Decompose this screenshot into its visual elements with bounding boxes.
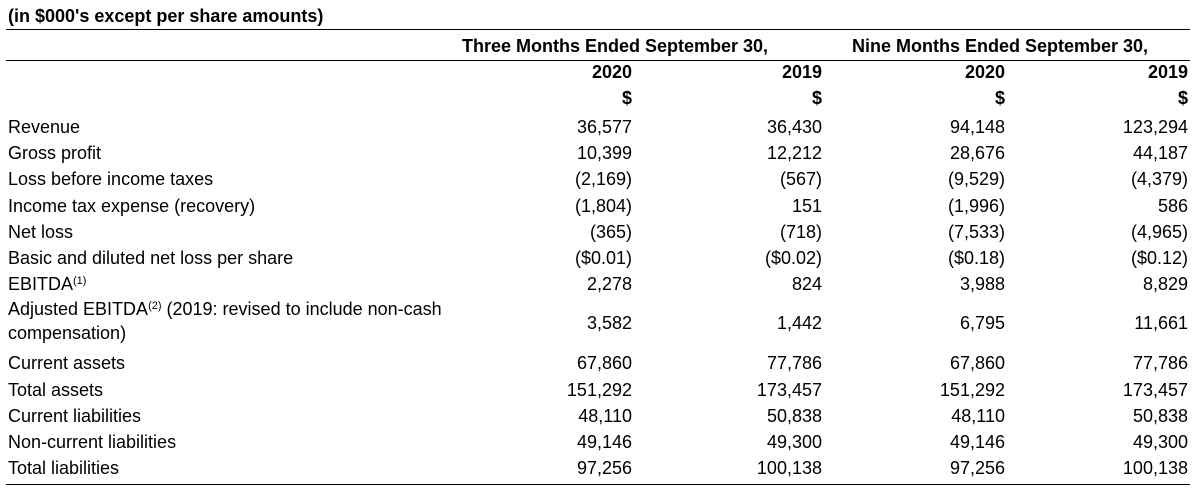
year-header-q3-2020: 2020: [591, 62, 632, 82]
cell-value: 49,146: [576, 431, 632, 452]
cell-value: (7,533): [947, 221, 1005, 242]
row-label: Loss before income taxes: [8, 169, 214, 190]
cell-value: (4,379): [1130, 169, 1188, 190]
cell-value: 151: [791, 195, 822, 216]
row-label: Income tax expense (recovery): [8, 195, 256, 216]
cell-value: (4,965): [1130, 221, 1188, 242]
table-row: [0, 455, 1200, 481]
row-label: Net loss: [8, 221, 74, 242]
table-row: [0, 245, 1200, 271]
cell-value: 173,457: [756, 379, 822, 400]
cell-value: 36,577: [576, 117, 632, 137]
table-row: [0, 429, 1200, 455]
currency-header-q3-2019: $: [811, 88, 822, 108]
cell-value: 67,860: [949, 353, 1005, 374]
period-header-three-months: Three Months Ended September 30,: [462, 36, 769, 56]
table-row: [0, 403, 1200, 429]
row-label: Total assets: [8, 379, 104, 400]
cell-value: (9,529): [947, 169, 1005, 190]
table-row: [0, 193, 1200, 219]
cell-value: ($0.18): [947, 247, 1005, 268]
cell-value: 48,110: [578, 405, 632, 426]
cell-value: 3,988: [959, 274, 1005, 295]
cell-value: 6,795: [959, 313, 1005, 334]
row-label: Total liabilities: [8, 458, 120, 479]
cell-value: 11,661: [1134, 313, 1188, 334]
cell-value: 151,292: [566, 379, 632, 400]
row-label: Gross profit: [8, 143, 102, 164]
cell-value: (1,804): [574, 195, 632, 216]
cell-value: 123,294: [1122, 117, 1188, 137]
currency-header-9m-2019: $: [1177, 88, 1188, 108]
table-row: [0, 166, 1200, 192]
row-label: Current liabilities: [8, 405, 142, 426]
cell-value: 49,300: [1132, 431, 1188, 452]
cell-value: 100,138: [1122, 458, 1188, 479]
cell-value: 1,442: [776, 313, 822, 334]
cell-value: ($0.12): [1130, 247, 1188, 268]
footnote-marker: (1): [73, 275, 87, 288]
table-row: [0, 140, 1200, 166]
cell-value: (718): [779, 221, 822, 242]
cell-value: 173,457: [1122, 379, 1188, 400]
cell-value: 824: [791, 274, 822, 295]
cell-value: 49,300: [766, 431, 822, 452]
table-caption: (in $000's except per share amounts): [8, 6, 324, 26]
row-label: Revenue: [8, 117, 81, 137]
table-row: [0, 219, 1200, 245]
cell-value: 67,860: [576, 353, 632, 374]
cell-value: 48,110: [951, 405, 1005, 426]
row-label-text: Adjusted EBITDA: [8, 299, 149, 320]
cell-value: 28,676: [949, 143, 1005, 164]
row-label: [8, 271, 86, 297]
cell-value: 49,146: [949, 431, 1005, 452]
table-row: [0, 350, 1200, 376]
cell-value: 97,256: [576, 458, 632, 479]
currency-header-q3-2020: $: [621, 88, 632, 108]
row-label: [8, 297, 448, 345]
caption-divider: [6, 29, 1190, 30]
cell-value: (2,169): [574, 169, 632, 190]
table-body: [0, 114, 1200, 481]
cell-value: 12,212: [766, 143, 822, 164]
currency-header-9m-2020: $: [994, 88, 1005, 108]
cell-value: 50,838: [766, 405, 822, 426]
cell-value: 77,786: [766, 353, 822, 374]
table-row: [0, 297, 1200, 350]
cell-value: 50,838: [1132, 405, 1188, 426]
cell-value: 94,148: [949, 117, 1005, 137]
cell-value: (365): [589, 221, 632, 242]
cell-value: ($0.02): [764, 247, 822, 268]
row-label: Current assets: [8, 353, 126, 374]
cell-value: (567): [779, 169, 822, 190]
cell-value: 97,256: [949, 458, 1005, 479]
cell-value: ($0.01): [574, 247, 632, 268]
year-header-9m-2020: 2020: [964, 62, 1005, 82]
cell-value: 151,292: [939, 379, 1005, 400]
period-header-nine-months: Nine Months Ended September 30,: [852, 36, 1149, 56]
table-row: [0, 114, 1200, 140]
row-label-text: EBITDA: [8, 274, 74, 295]
table-row: [0, 377, 1200, 403]
cell-value: 586: [1157, 195, 1188, 216]
year-header-9m-2019: 2019: [1147, 62, 1188, 82]
year-header-q3-2019: 2019: [781, 62, 822, 82]
cell-value: 36,430: [766, 117, 822, 137]
cell-value: 100,138: [756, 458, 822, 479]
cell-value: 3,582: [586, 313, 632, 334]
footnote-marker: (2): [148, 300, 162, 313]
cell-value: 2,278: [586, 274, 632, 295]
table-row: [0, 271, 1200, 297]
row-label: Non-current liabilities: [8, 431, 177, 452]
cell-value: 10,399: [576, 143, 632, 164]
cell-value: (1,996): [947, 195, 1005, 216]
cell-value: 77,786: [1132, 353, 1188, 374]
cell-value: 44,187: [1132, 143, 1188, 164]
table-bottom-divider: [6, 484, 1190, 485]
row-label: Basic and diluted net loss per share: [8, 247, 294, 268]
row-label-suffix: (2019: revised to include non-cash compensation): [8, 299, 442, 344]
cell-value: 8,829: [1142, 274, 1188, 295]
